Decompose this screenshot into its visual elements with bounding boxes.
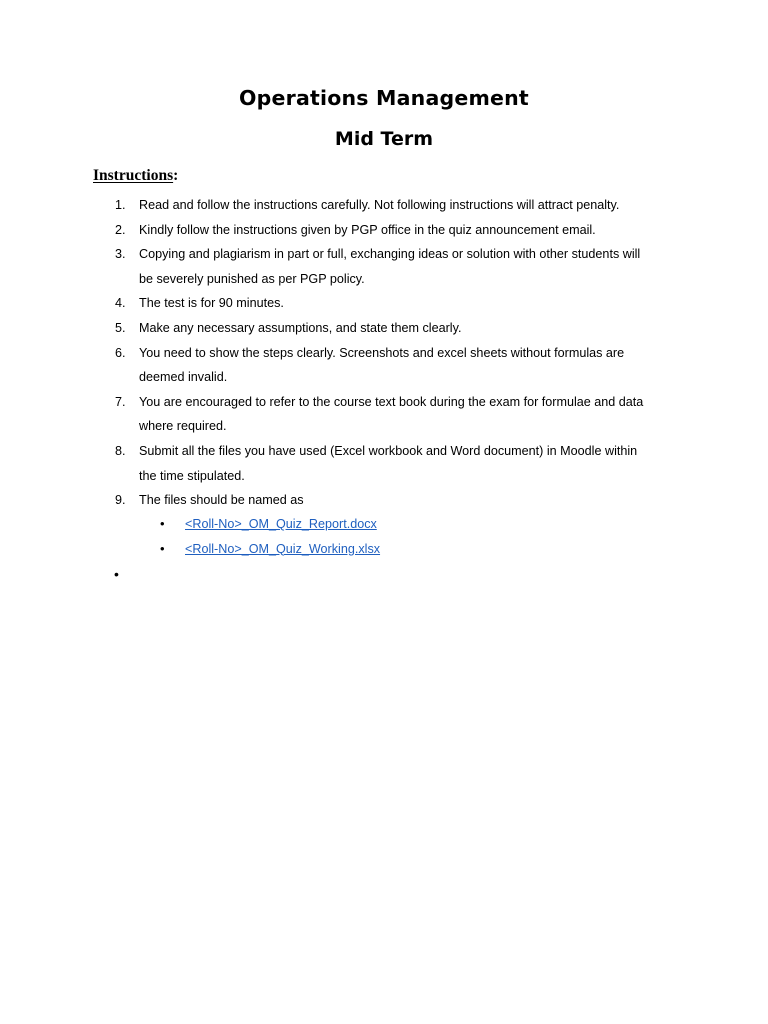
- instruction-number: 2.: [115, 222, 126, 237]
- instruction-number: 8.: [115, 443, 126, 458]
- instruction-item-5: [93, 316, 693, 341]
- file-name-list: [160, 512, 380, 561]
- instruction-item-9: [93, 488, 693, 513]
- instruction-text-line: where required.: [139, 419, 227, 434]
- working-file-link[interactable]: <Roll-No>_OM_Quiz_Working.xlsx: [185, 541, 381, 556]
- file-name-item: [160, 537, 380, 562]
- instruction-item-1: [93, 193, 693, 218]
- instruction-text-line: Copying and plagiarism in part or full, exchanging ideas or solution with other students will: [139, 247, 641, 262]
- instruction-number: 4.: [115, 296, 126, 311]
- instructions-heading-colon: :: [173, 167, 179, 184]
- instruction-number: 5.: [115, 320, 126, 335]
- instruction-item-3: [93, 242, 693, 291]
- instructions-list: [93, 193, 693, 513]
- instruction-text-line: Kindly follow the instructions given by PGP office in the quiz announcement email.: [139, 222, 596, 237]
- bullet-icon: •: [160, 540, 165, 556]
- instruction-text-line: The test is for 90 minutes.: [139, 296, 284, 311]
- bullet-icon: •: [160, 516, 165, 531]
- instruction-item-2: [93, 218, 693, 243]
- instruction-text-line: The files should be named as: [139, 493, 304, 508]
- instruction-item-6: [93, 341, 693, 390]
- file-name-item: [160, 512, 380, 537]
- instruction-text-line: deemed invalid.: [139, 370, 228, 385]
- instruction-item-4: [93, 291, 693, 316]
- instruction-number: 6.: [115, 345, 126, 360]
- instruction-text-line: be severely punished as per PGP policy.: [139, 271, 365, 286]
- instruction-item-8: [93, 439, 693, 488]
- instruction-number: 1.: [115, 198, 126, 212]
- instruction-item-7: [93, 390, 693, 439]
- instruction-text-line: You need to show the steps clearly. Screenshots and excel sheets without formulas are: [139, 345, 625, 360]
- instruction-text-line: You are encouraged to refer to the course text book during the exam for formulae and data: [139, 394, 644, 409]
- instruction-number: 3.: [115, 247, 126, 262]
- empty-bullet-item: •: [114, 566, 119, 582]
- report-file-link[interactable]: <Roll-No>_OM_Quiz_Report.docx: [185, 517, 377, 531]
- document-title: Operations Management: [239, 86, 529, 110]
- instructions-heading: [93, 167, 178, 185]
- instruction-number: 9.: [115, 493, 126, 508]
- instruction-text-line: Make any necessary assumptions, and state them clearly.: [139, 320, 462, 335]
- instruction-text-line: Submit all the files you have used (Excel workbook and Word document) in Moodle within: [139, 443, 638, 458]
- instruction-number: 7.: [115, 394, 126, 409]
- instructions-heading-text: Instructions: [93, 167, 174, 184]
- document-subtitle: Mid Term: [334, 128, 434, 150]
- instruction-text-line: Read and follow the instructions carefully. Not following instructions will attract penalty.: [139, 198, 620, 212]
- instruction-text-line: the time stipulated.: [139, 468, 245, 483]
